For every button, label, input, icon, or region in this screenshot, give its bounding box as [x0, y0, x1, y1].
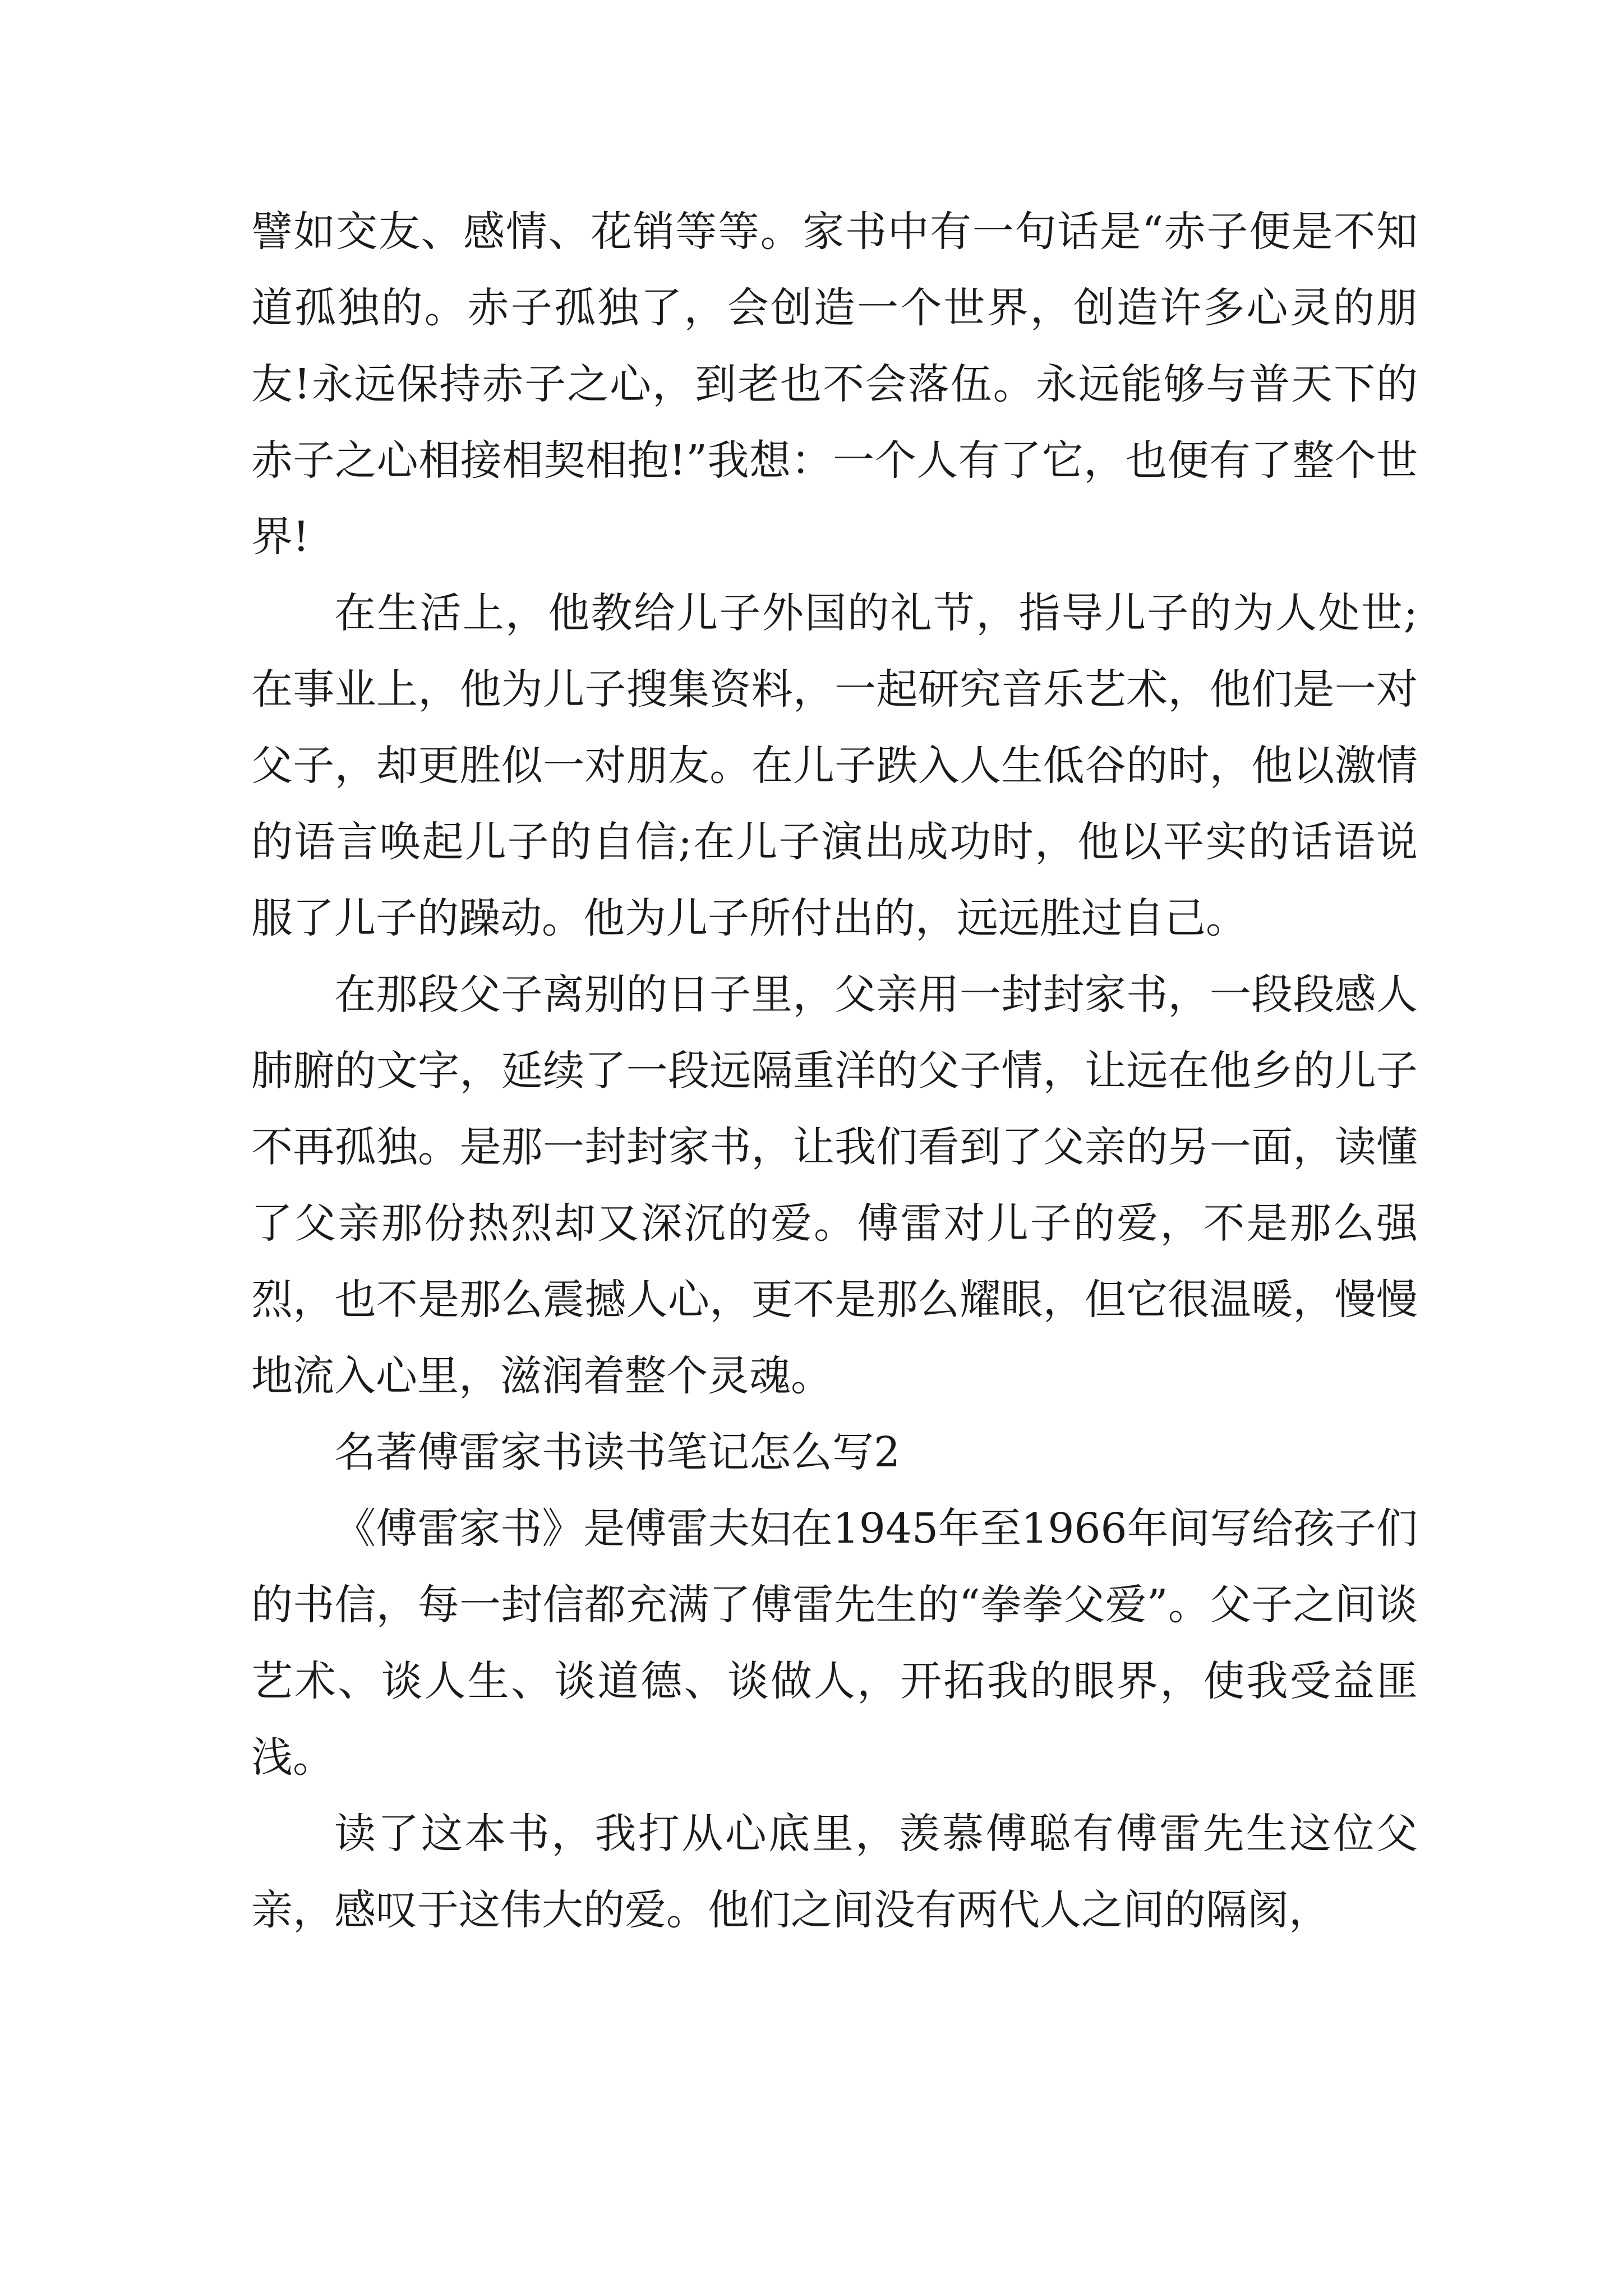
- paragraph-1: 譬如交友、感情、花销等等。家书中有一句话是“赤子便是不知道孤独的。赤子孤独了，会创造一个世界，创造许多心灵的朋友!永远保持赤子之心，到老也不会落伍。永远能够与普天下的赤子之心相接相契相抱!”我想：一个人有了它，也便有了整个世界!: [251, 208, 1418, 561]
- section-heading: 名著傅雷家书读书笔记怎么写2: [334, 1428, 901, 1476]
- paragraph-3: 在那段父子离别的日子里，父亲用一封封家书，一段段感人肺腑的文字，延续了一段远隔重洋的父子情，让远在他乡的儿子不再孤独。是那一封封家书，让我们看到了父亲的另一面，读懂了父亲那份热烈却又深沉的爱。傅雷对儿子的爱，不是那么强烈，也不是那么震撼人心，更不是那么耀眼，但它很温暖，慢慢地流入心里，滋润着整个灵魂。: [251, 970, 1418, 1400]
- paragraph-4: 《傅雷家书》是傅雷夫妇在1945年至1966年间写给孩子们的书信，每一封信都充满了傅雷先生的“拳拳父爱”。父子之间谈艺术、谈人生、谈道德、谈做人，开拓我的眼界，使我受益匪浅。: [251, 1504, 1418, 1782]
- paragraph-2: 在生活上，他教给儿子外国的礼节，指导儿子的为人处世;在事业上，他为儿子搜集资料，一起研究音乐艺术，他们是一对父子，却更胜似一对朋友。在儿子跌入人生低谷的时，他以激情的语言唤起儿子的自信;在儿子演出成功时，他以平实的话语说服了儿子的躁动。他为儿子所付出的，远远胜过自己。: [251, 589, 1418, 942]
- document-body: [251, 194, 1418, 1948]
- paragraph-5: 读了这本书，我打从心底里，羡慕傅聪有傅雷先生这位父亲，感叹于这伟大的爱。他们之间没有两代人之间的隔阂，: [251, 1810, 1418, 1934]
